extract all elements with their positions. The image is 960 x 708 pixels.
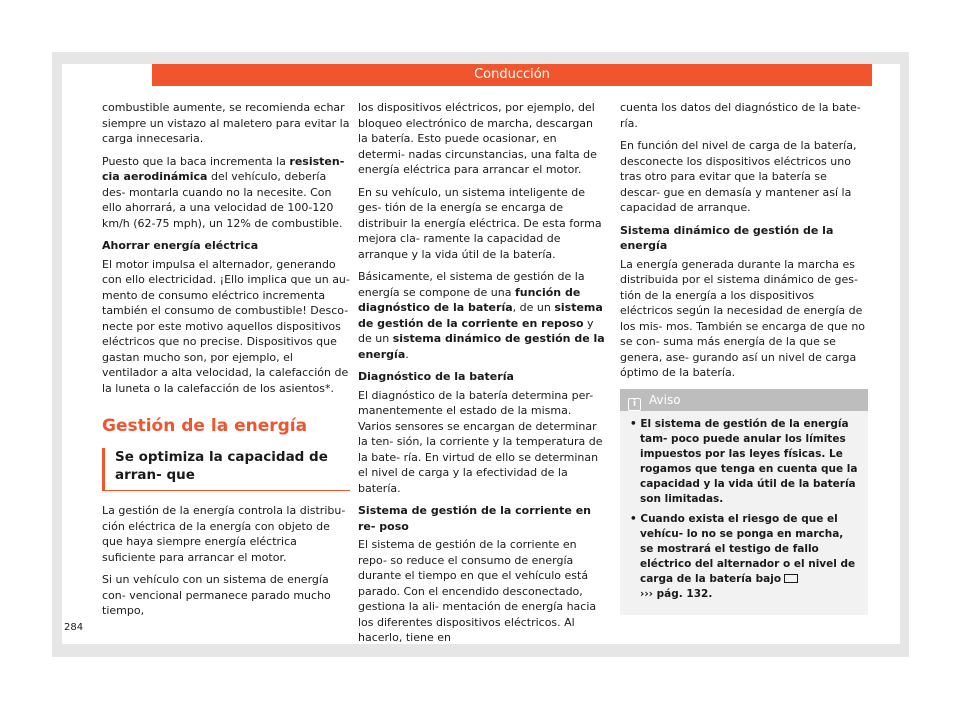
paragraph: El diagnóstico de la batería determina per- manentemente el estado de la misma. Varios sensores se encargan de determinar la ten- sión, la corriente y la temperatura de la bate- ría. En virtud de ello se determinan el nivel de carga y la efectividad de la batería. bbox=[358, 388, 603, 495]
paragraph: El motor impulsa el alternador, generando con ello electricidad. ¡Ello implica que un au- mento de consumo eléctrico incrementa también el consumo de combustible! Desco- necte por este motivo aquellos dispositivos eléctricos que no precise. Dispositivos que gastan mucho son, por ejemplo, el ventilador a alta velocidad, la calefacción de la luneta o la calefacción de los asientos*. bbox=[102, 257, 350, 395]
section-title: Gestión de la energía bbox=[102, 416, 308, 436]
manual-page bbox=[62, 64, 900, 644]
paragraph: La gestión de la energía controla la distribu- ción eléctrica de la energía con objeto de que haya siempre energía eléctrica suficiente para arrancar el motor. bbox=[102, 504, 346, 564]
notice-body bbox=[620, 411, 868, 615]
notice-item: • Cuando exista el riesgo de que el vehícu- lo no se ponga en marcha, se mostrará el testigo de fallo eléctrico del alternador o el nivel de carga de la batería bajo ››› pág. 132. bbox=[630, 512, 856, 600]
paragraph: Básicamente, el sistema de gestión de la energía se compone de una función de diagnóstico de la batería, de un sistema de gestión de la corriente en reposo y de un sistema dinámico de gestión de la energía. bbox=[358, 270, 605, 361]
column-3 bbox=[620, 100, 868, 615]
subsection-box bbox=[102, 448, 350, 491]
column-1 bbox=[102, 100, 350, 626]
paragraph: los dispositivos eléctricos, por ejemplo, del bloqueo electrónico de marcha, descargan la batería. Esto puede ocasionar, en determi- nadas circunstancias, una falta de energía eléctrica para arrancar el motor. bbox=[358, 101, 597, 176]
paragraph: combustible aumente, se recomienda echar siempre un vistazo al maletero para evitar la carga innecesaria. bbox=[102, 101, 350, 145]
notice-header bbox=[620, 389, 868, 411]
paragraph: Puesto que la baca incrementa la resisten- cia aerodinámica del vehículo, debería des- montarla cuando no la necesite. Con ello ahorrará, a una velocidad de 100-120 km/h (62-75 mph), un 12% de combustible. bbox=[102, 154, 345, 230]
subsection-title: Se optimiza la capacidad de arran- que bbox=[115, 449, 328, 483]
notice-item: • El sistema de gestión de la energía tam- poco puede anular los límites impuestos por las leyes físicas. Le rogamos que tenga en cuenta que la capacidad y la vida útil de la batería son limitadas. bbox=[630, 417, 858, 505]
subheading: Ahorrar energía eléctrica bbox=[102, 239, 259, 252]
subheading: Diagnóstico de la batería bbox=[358, 370, 514, 383]
battery-icon bbox=[784, 574, 798, 583]
paragraph: cuenta los datos del diagnóstico de la bate- ría. bbox=[620, 101, 861, 130]
chapter-header: Conducción bbox=[152, 64, 872, 86]
subheading: Sistema de gestión de la corriente en re- poso bbox=[358, 504, 591, 533]
info-icon: i bbox=[628, 398, 641, 411]
paragraph: El sistema de gestión de la corriente en repo- so reduce el consumo de energía durante el tiempo en que el vehículo está parado. Con el encendido desconectado, gestiona la ali- mentación de energía hacia los diferentes dispositivos eléctricos. Al hacerlo, tiene en bbox=[358, 538, 597, 644]
column-2 bbox=[358, 100, 606, 653]
paragraph: En su vehículo, un sistema inteligente de ges- tión de la energía se encarga de distribuir la energía eléctrica. De esta forma mejora cla- ramente la capacidad de arranque y la vida útil de la batería. bbox=[358, 185, 602, 261]
notice-title: Aviso bbox=[649, 392, 681, 407]
notice-box bbox=[620, 389, 868, 615]
paragraph: Si un vehículo con un sistema de energía con- vencional permanece parado mucho tiempo, bbox=[102, 573, 331, 617]
page-reference-link[interactable]: ››› pág. 132. bbox=[640, 587, 713, 600]
subheading: Sistema dinámico de gestión de la energía bbox=[620, 223, 834, 252]
paragraph: La energía generada durante la marcha es distribuida por el sistema dinámico de ges- tión de la energía a los dispositivos eléctricos según la necesidad de energía de los mis- mos. También se encarga de que no se con- suma más energía de la que se genera, ase- gurando así un nivel de carga óptimo de la batería. bbox=[620, 257, 866, 379]
page-number: 284 bbox=[64, 622, 84, 633]
paragraph: En función del nivel de carga de la batería, desconecte los dispositivos eléctricos uno tras otro para evitar que la batería se descar- gue en demasía y mantener así la capacidad de arranque. bbox=[620, 139, 857, 214]
page-frame bbox=[52, 52, 909, 657]
